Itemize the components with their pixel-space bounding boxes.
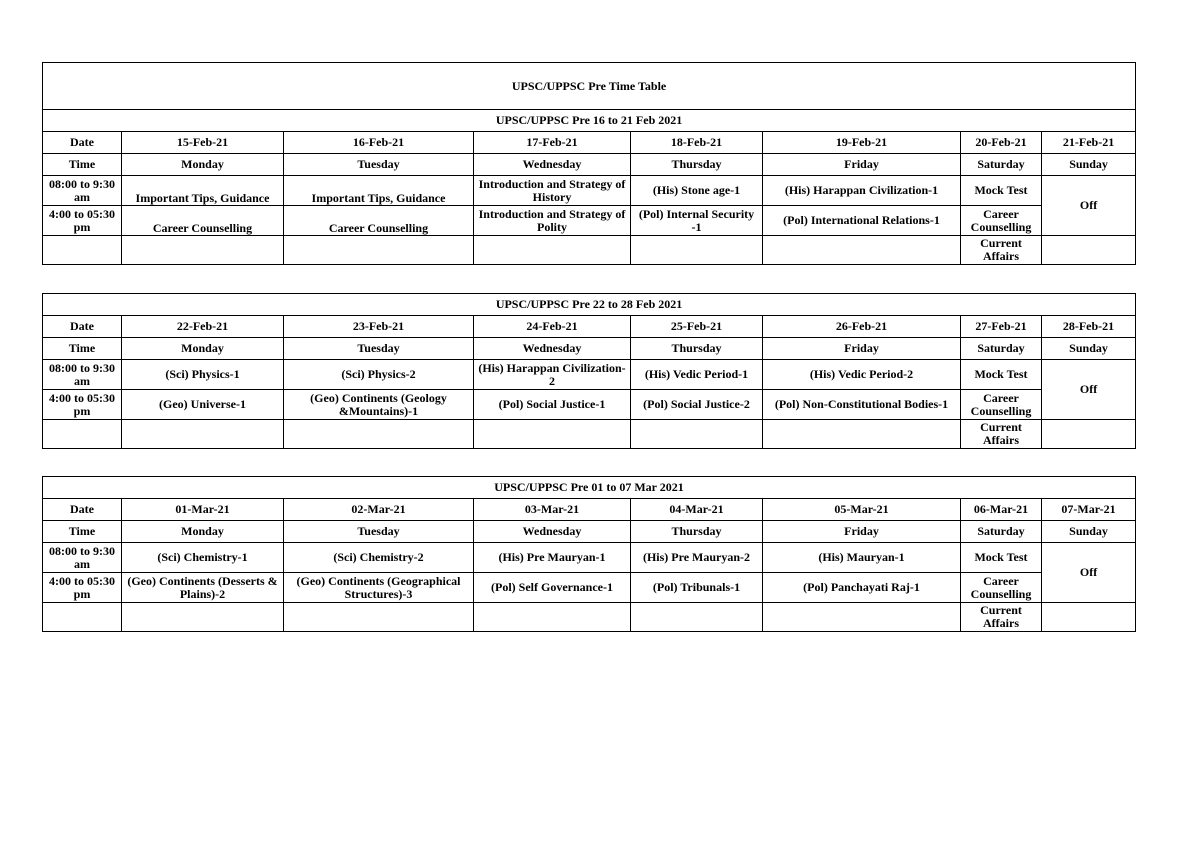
session-cell: (Geo) Continents (Desserts & Plains)-2: [122, 573, 284, 603]
session-cell: (Pol) Social Justice-1: [474, 390, 631, 420]
empty-cell: [1042, 236, 1136, 265]
empty-cell: [43, 603, 122, 632]
empty-cell: [1042, 603, 1136, 632]
slot-time-label: 4:00 to 05:30 pm: [43, 390, 122, 420]
day-cell: Sunday: [1042, 338, 1136, 360]
empty-cell: [763, 603, 961, 632]
date-row: [43, 499, 1136, 521]
time-label: Time: [43, 521, 122, 543]
evening-slot-row: [43, 390, 1136, 420]
extra-row: [43, 420, 1136, 449]
session-cell: Career Counselling: [961, 573, 1042, 603]
slot-time-label: 08:00 to 9:30 am: [43, 360, 122, 390]
session-cell: Mock Test: [961, 543, 1042, 573]
date-cell: 18-Feb-21: [631, 132, 763, 154]
day-cell: Friday: [763, 154, 961, 176]
session-cell: (Sci) Chemistry-1: [122, 543, 284, 573]
date-cell: 05-Mar-21: [763, 499, 961, 521]
sunday-off-cell: Off: [1042, 176, 1136, 236]
session-cell: (His) Vedic Period-2: [763, 360, 961, 390]
day-cell: Wednesday: [474, 521, 631, 543]
morning-slot-row: [43, 176, 1136, 206]
current-affairs-cell: Current Affairs: [961, 236, 1042, 265]
empty-cell: [122, 236, 284, 265]
session-cell: (Pol) Non-Constitutional Bodies-1: [763, 390, 961, 420]
date-cell: 24-Feb-21: [474, 316, 631, 338]
date-cell: 06-Mar-21: [961, 499, 1042, 521]
empty-cell: [474, 236, 631, 265]
session-cell: (His) Pre Mauryan-1: [474, 543, 631, 573]
session-cell: (Pol) Panchayati Raj-1: [763, 573, 961, 603]
day-cell: Friday: [763, 521, 961, 543]
morning-slot-row: [43, 360, 1136, 390]
day-cell: Wednesday: [474, 154, 631, 176]
extra-row: [43, 603, 1136, 632]
empty-cell: [763, 420, 961, 449]
date-cell: 25-Feb-21: [631, 316, 763, 338]
day-row: [43, 338, 1136, 360]
day-cell: Thursday: [631, 154, 763, 176]
session-cell: (His) Harappan Civilization-2: [474, 360, 631, 390]
day-cell: Saturday: [961, 338, 1042, 360]
session-cell: Mock Test: [961, 176, 1042, 206]
session-cell: Career Counselling: [122, 206, 284, 236]
session-cell: (His) Pre Mauryan-2: [631, 543, 763, 573]
date-cell: 15-Feb-21: [122, 132, 284, 154]
evening-slot-row: [43, 206, 1136, 236]
slot-time-label: 4:00 to 05:30 pm: [43, 206, 122, 236]
date-cell: 01-Mar-21: [122, 499, 284, 521]
date-cell: 28-Feb-21: [1042, 316, 1136, 338]
session-cell: Introduction and Strategy of Polity: [474, 206, 631, 236]
session-cell: Career Counselling: [961, 206, 1042, 236]
session-cell: (Sci) Physics-1: [122, 360, 284, 390]
timetable-week-2: [42, 293, 1136, 449]
session-cell: (Pol) Tribunals-1: [631, 573, 763, 603]
date-cell: 16-Feb-21: [284, 132, 474, 154]
date-cell: 22-Feb-21: [122, 316, 284, 338]
session-cell: Mock Test: [961, 360, 1042, 390]
date-cell: 04-Mar-21: [631, 499, 763, 521]
date-label: Date: [43, 132, 122, 154]
current-affairs-cell: Current Affairs: [961, 420, 1042, 449]
time-label: Time: [43, 154, 122, 176]
session-cell: (Pol) Internal Security -1: [631, 206, 763, 236]
session-cell: Career Counselling: [961, 390, 1042, 420]
session-cell: (Pol) Social Justice-2: [631, 390, 763, 420]
empty-cell: [1042, 420, 1136, 449]
session-cell: (Sci) Physics-2: [284, 360, 474, 390]
week-heading: UPSC/UPPSC Pre 22 to 28 Feb 2021: [43, 294, 1136, 316]
empty-cell: [631, 603, 763, 632]
date-cell: 07-Mar-21: [1042, 499, 1136, 521]
empty-cell: [631, 420, 763, 449]
empty-cell: [43, 420, 122, 449]
session-cell: Important Tips, Guidance: [122, 176, 284, 206]
day-cell: Monday: [122, 154, 284, 176]
session-cell: (Geo) Universe-1: [122, 390, 284, 420]
empty-cell: [43, 236, 122, 265]
empty-cell: [631, 236, 763, 265]
morning-slot-row: [43, 543, 1136, 573]
session-cell: (Geo) Continents (Geology &Mountains)-1: [284, 390, 474, 420]
day-row: [43, 521, 1136, 543]
empty-cell: [284, 236, 474, 265]
date-label: Date: [43, 316, 122, 338]
slot-time-label: 4:00 to 05:30 pm: [43, 573, 122, 603]
day-cell: Monday: [122, 338, 284, 360]
session-cell: Introduction and Strategy of History: [474, 176, 631, 206]
date-cell: 19-Feb-21: [763, 132, 961, 154]
day-cell: Tuesday: [284, 521, 474, 543]
session-cell: (Pol) Self Governance-1: [474, 573, 631, 603]
timetable-week-1: [42, 62, 1136, 265]
empty-cell: [474, 420, 631, 449]
session-cell: (His) Vedic Period-1: [631, 360, 763, 390]
day-cell: Saturday: [961, 154, 1042, 176]
session-cell: (His) Harappan Civilization-1: [763, 176, 961, 206]
document-title: UPSC/UPPSC Pre Time Table: [43, 63, 1136, 110]
evening-slot-row: [43, 573, 1136, 603]
empty-cell: [284, 420, 474, 449]
slot-time-label: 08:00 to 9:30 am: [43, 176, 122, 206]
day-cell: Thursday: [631, 338, 763, 360]
day-row: [43, 154, 1136, 176]
extra-row: [43, 236, 1136, 265]
time-label: Time: [43, 338, 122, 360]
timetable-week-3: [42, 476, 1136, 632]
date-row: [43, 132, 1136, 154]
session-cell: (His) Mauryan-1: [763, 543, 961, 573]
empty-cell: [122, 420, 284, 449]
empty-cell: [763, 236, 961, 265]
day-cell: Thursday: [631, 521, 763, 543]
session-cell: (Geo) Continents (Geographical Structures)-3: [284, 573, 474, 603]
sunday-off-cell: Off: [1042, 543, 1136, 603]
week-heading: UPSC/UPPSC Pre 01 to 07 Mar 2021: [43, 477, 1136, 499]
day-cell: Friday: [763, 338, 961, 360]
current-affairs-cell: Current Affairs: [961, 603, 1042, 632]
date-cell: 02-Mar-21: [284, 499, 474, 521]
day-cell: Sunday: [1042, 154, 1136, 176]
day-cell: Monday: [122, 521, 284, 543]
date-row: [43, 316, 1136, 338]
day-cell: Sunday: [1042, 521, 1136, 543]
session-cell: (Sci) Chemistry-2: [284, 543, 474, 573]
date-cell: 26-Feb-21: [763, 316, 961, 338]
date-label: Date: [43, 499, 122, 521]
empty-cell: [474, 603, 631, 632]
date-cell: 20-Feb-21: [961, 132, 1042, 154]
date-cell: 17-Feb-21: [474, 132, 631, 154]
day-cell: Tuesday: [284, 338, 474, 360]
session-cell: (Pol) International Relations-1: [763, 206, 961, 236]
slot-time-label: 08:00 to 9:30 am: [43, 543, 122, 573]
week-heading: UPSC/UPPSC Pre 16 to 21 Feb 2021: [43, 110, 1136, 132]
date-cell: 27-Feb-21: [961, 316, 1042, 338]
session-cell: Career Counselling: [284, 206, 474, 236]
empty-cell: [284, 603, 474, 632]
session-cell: (His) Stone age-1: [631, 176, 763, 206]
session-cell: Important Tips, Guidance: [284, 176, 474, 206]
day-cell: Wednesday: [474, 338, 631, 360]
date-cell: 21-Feb-21: [1042, 132, 1136, 154]
sunday-off-cell: Off: [1042, 360, 1136, 420]
date-cell: 23-Feb-21: [284, 316, 474, 338]
day-cell: Saturday: [961, 521, 1042, 543]
date-cell: 03-Mar-21: [474, 499, 631, 521]
empty-cell: [122, 603, 284, 632]
day-cell: Tuesday: [284, 154, 474, 176]
